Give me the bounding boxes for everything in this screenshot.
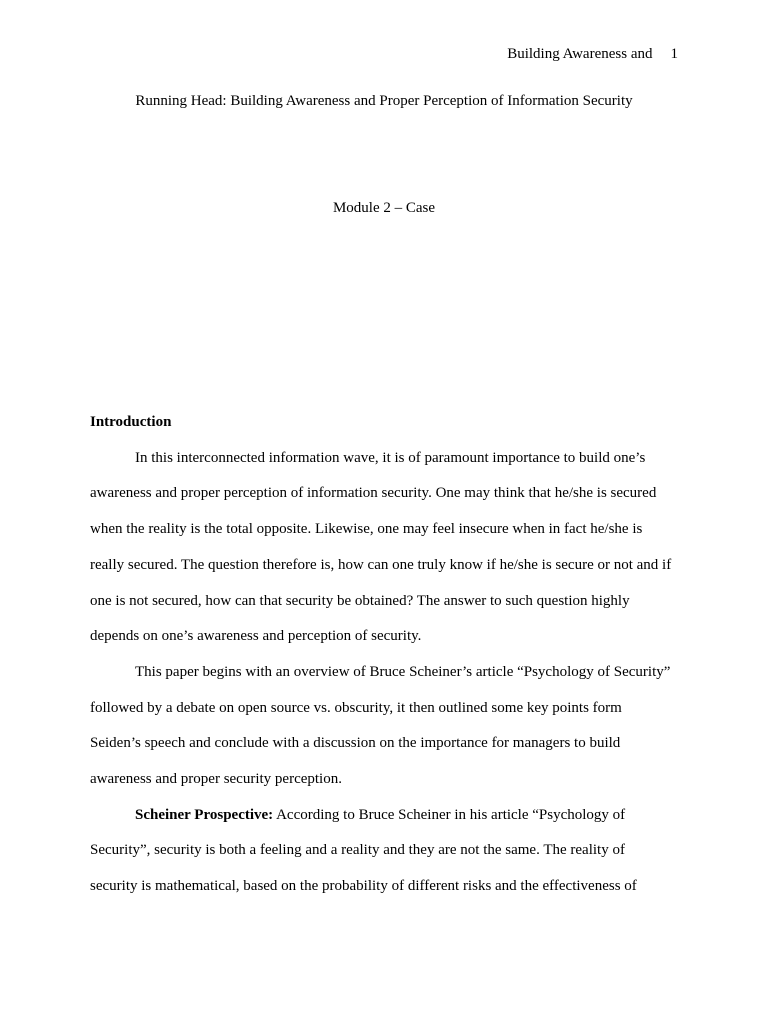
paragraph-line: security is mathematical, based on the probability of different risks and the effectiveness of: [90, 878, 637, 895]
paragraph-line: depends on one’s awareness and perception of security.: [90, 628, 422, 645]
paragraph-line: awareness and proper perception of information security. One may think that he/she is secured: [90, 485, 657, 502]
page-number: 1: [670, 46, 678, 62]
paragraph-line: when the reality is the total opposite. Likewise, one may feel insecure when in fact he/she is: [90, 521, 643, 538]
section-heading-introduction: Introduction: [90, 414, 172, 430]
paragraph-2: [90, 655, 680, 798]
header-short-title: Building Awareness and: [507, 46, 653, 62]
paragraph-line: one is not secured, how can that security be obtained? The answer to such question highly: [90, 592, 630, 609]
paragraph-line-text: According to Bruce Scheiner in his article “Psychology of: [273, 806, 626, 823]
paragraph-lead-in: Scheiner Prospective:: [135, 806, 274, 823]
paragraph-line: In this interconnected information wave, it is of paramount importance to build one’s: [135, 449, 646, 466]
module-title: Module 2 – Case: [332, 200, 436, 216]
document-body: [90, 405, 680, 905]
paragraph-line: followed by a debate on open source vs. obscurity, it then outlined some key points form: [90, 699, 622, 716]
paragraph-3: [90, 798, 680, 905]
paragraph-line: awareness and proper security perception.: [90, 771, 342, 788]
paragraph-line: [90, 798, 680, 834]
paragraph-line: really secured. The question therefore is, how can one truly know if he/she is secure or not and if: [90, 556, 672, 573]
paragraph-1: [90, 441, 680, 655]
paragraph-line: Seiden’s speech and conclude with a discussion on the importance for managers to build: [90, 735, 621, 752]
paragraph-line: Security”, security is both a feeling and a reality and they are not the same. The reality of: [90, 842, 625, 859]
running-head: Running Head: Building Awareness and Proper Perception of Information Security: [135, 93, 633, 109]
paragraph-line: This paper begins with an overview of Bruce Scheiner’s article “Psychology of Security”: [135, 663, 671, 680]
page-header: [507, 46, 678, 63]
